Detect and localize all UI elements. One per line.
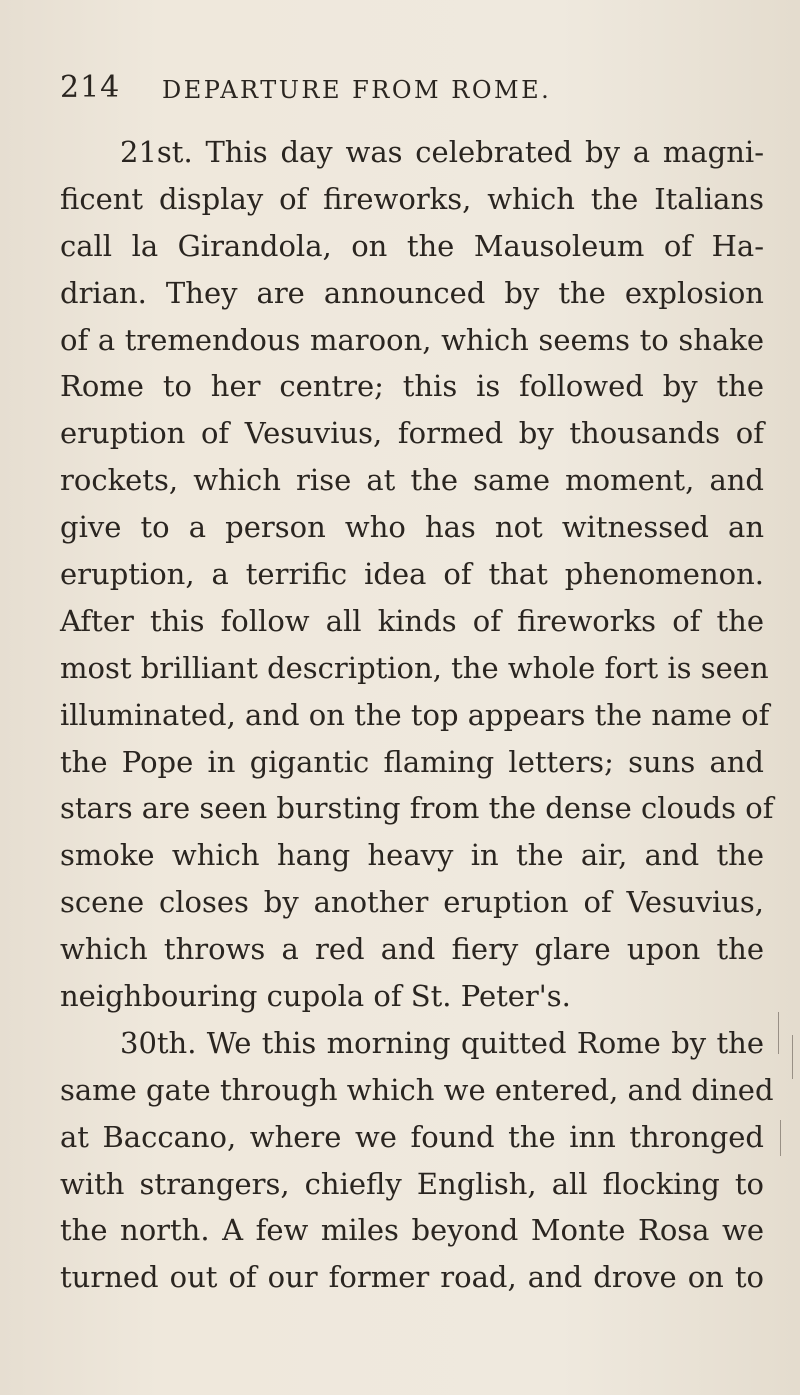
text-line: at Baccano, where we found the inn thronged: [60, 1119, 764, 1154]
text-line: with strangers, chiefly English, all flocking to: [60, 1166, 764, 1201]
text-line: neighbouring cupola of St. Peter's.: [60, 979, 571, 1014]
body-text: [60, 129, 774, 1301]
text-line: drian. They are announced by the explosion: [60, 275, 764, 310]
text-line: 30th. We this morning quitted Rome by the: [120, 1025, 764, 1060]
margin-mark: [792, 1035, 793, 1079]
text-line: which throws a red and fiery glare upon the: [60, 932, 764, 967]
running-title: DEPARTURE FROM ROME.: [162, 76, 552, 104]
text-line: most brilliant description, the whole fort is seen: [60, 650, 769, 685]
text-line: Rome to her centre; this is followed by the: [60, 369, 764, 404]
text-line: illuminated, and on the top appears the name of: [60, 697, 770, 732]
text-line: eruption, a terrific idea of that phenomenon.: [60, 557, 764, 592]
text-line: rockets, which rise at the same moment, and: [60, 463, 764, 498]
page-header: [60, 70, 740, 120]
text-line: call la Girandola, on the Mausoleum of Ha-: [60, 228, 764, 263]
text-line: smoke which hang heavy in the air, and the: [60, 838, 764, 873]
text-line: scene closes by another eruption of Vesuvius,: [60, 885, 764, 920]
text-line: turned out of our former road, and drove on to: [60, 1260, 764, 1295]
text-line: After this follow all kinds of fireworks of the: [60, 603, 764, 638]
margin-mark: [780, 1120, 781, 1156]
margin-mark: [778, 1012, 779, 1054]
text-line: ficent display of fireworks, which the Italians: [60, 181, 764, 216]
text-line: the Pope in gigantic flaming letters; suns and: [60, 744, 764, 779]
text-line: the north. A few miles beyond Monte Rosa we: [60, 1213, 764, 1248]
text-line: give to a person who has not witnessed an: [60, 510, 764, 545]
page-number: 214: [60, 70, 121, 105]
text-line: 21st. This day was celebrated by a magni-: [120, 135, 764, 169]
text-line: stars are seen bursting from the dense clouds of: [60, 791, 774, 826]
text-line: same gate through which we entered, and dined: [60, 1072, 774, 1107]
text-line: of a tremendous maroon, which seems to shake: [60, 322, 764, 357]
text-line: eruption of Vesuvius, formed by thousands of: [60, 416, 764, 451]
